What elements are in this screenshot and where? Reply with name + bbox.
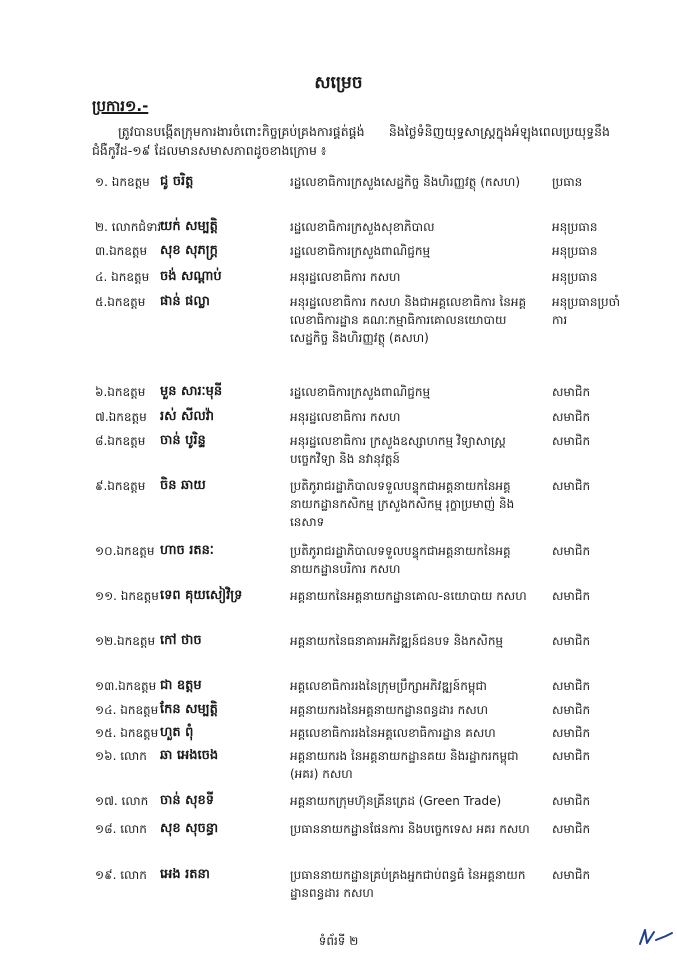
member-role: សមាជិក — [552, 794, 591, 808]
member-number: ១០.ឯកឧត្តម — [95, 544, 155, 558]
member-number: ១៧. លោក — [95, 794, 149, 808]
member-position: អគ្គលេខាធិការរងនៃអគ្គលេខាធិការដ្ឋាន គសហ — [290, 726, 496, 740]
member-position: ប្រតិភូរាជរដ្ឋាភិបាលទទួលបន្ទុកជាអគ្គនាយកនៃអគ្គនាយកដ្ឋានកសិកម្ម ក្រសួងកសិកម្ម រុក្ខាប្រមាញ់ និងនេសាទ — [290, 479, 515, 529]
member-number: ៧.ឯកឧត្តម — [95, 410, 147, 424]
member-number: ១១. ឯកឧត្តម — [95, 589, 159, 603]
member-number: ១. ឯកឧត្តម — [95, 175, 150, 189]
member-name: ជា ឧត្ដម — [160, 678, 202, 693]
member-role: សមាជិក — [552, 822, 591, 836]
member-number: ១៤. ឯកឧត្តម — [95, 703, 159, 717]
member-name: ជូ ចរិត្ត — [160, 174, 194, 189]
member-role: សមាជិក — [552, 544, 591, 558]
member-role: សមាជិក — [552, 703, 591, 717]
member-number: ៨.ឯកឧត្តម — [95, 434, 146, 448]
member-role: សមាជិក — [552, 634, 591, 648]
member-position: អគ្គនាយកនៃអគ្គនាយកដ្ឋានគោល-នយោបាយ កសហ — [290, 589, 527, 603]
member-number: ៩.ឯកឧត្តម — [95, 479, 146, 493]
member-position: អនុរដ្ឋលេខាធិការ កសហ — [290, 410, 401, 424]
member-role: សមាជិក — [552, 749, 591, 763]
member-number: ២. លោកជំទាវ — [95, 220, 162, 234]
member-number: ១៦. លោក — [95, 749, 147, 763]
member-number: ១៣.ឯកឧត្តម — [95, 679, 157, 693]
member-name: កៅ ថាច — [160, 633, 202, 648]
member-position: អនុរដ្ឋលេខាធិការ កសហ — [290, 270, 401, 284]
member-position: រដ្ឋលេខាធិការក្រសួងសុខាភិបាល — [290, 220, 435, 234]
member-position: រដ្ឋលេខាធិការក្រសួងពាណិជ្ជកម្ម — [290, 385, 431, 399]
member-name: សុខ សុភក្ត្រ — [160, 243, 218, 258]
member-position: រដ្ឋលេខាធិការក្រសួងសេដ្ឋកិច្ច និងហិរញ្ញវត្ថុ (កសហ) — [290, 175, 521, 189]
member-number: ១៥. ឯកឧត្តម — [95, 726, 159, 740]
member-position: អគ្គលេខាធិការរងនៃក្រុមប្រឹក្សាអភិវឌ្ឍន៍កម្ពុជា — [290, 679, 487, 693]
member-role: សមាជិក — [552, 679, 591, 693]
member-role: អនុប្រធាន — [552, 220, 598, 234]
member-name: ទេព គុយសៀវិទ្រ — [160, 588, 243, 603]
intro-paragraph: ត្រូវបានបង្កើតក្រុមការងារចំពោះកិច្ចគ្រប់គ្រងការផ្គត់ផ្គង់ និងថ្លៃទំនិញយុទ្ធសាស្ត្រក្នុងអំឡុងពេលប្រយុទ្ធនឹងជំងឺកូវីដ-១៩ ដែលមានសមាសភាពដូចខាងក្រោម ៖ — [92, 124, 610, 158]
member-role: អនុប្រធាន — [552, 244, 598, 258]
decision-title: សម្រេច — [314, 73, 363, 93]
member-name: ផាន់ ផល្លា — [160, 294, 210, 309]
member-number: ១២.ឯកឧត្តម — [95, 634, 156, 648]
member-position: អគ្គនាយកក្រុមហ៊ុនគ្រីនត្រេដ (Green Trade) — [290, 794, 502, 808]
member-position: ប្រធាននាយកដ្ឋានគ្រប់គ្រងអ្នកជាប់ពន្ធធំ នៃអគ្គនាយកដ្ឋានពន្ធដារ កសហ — [290, 868, 526, 900]
member-position: រដ្ឋលេខាធិការក្រសួងពាណិជ្ជកម្ម — [290, 244, 431, 258]
member-name: ហាច រតនៈ — [160, 543, 214, 558]
member-name: រស់ សីលវ៉ា — [160, 409, 215, 424]
member-name: ចាន់ សុខទី — [160, 793, 215, 808]
article-label: ប្រការ១.- — [92, 97, 149, 115]
member-role: សមាជិក — [552, 726, 591, 740]
member-name: កែន សម្បត្តិ — [160, 702, 218, 717]
member-name: យក់ សម្បត្តិ — [160, 219, 218, 234]
member-role: សមាជិក — [552, 434, 591, 448]
member-number: ៥.ឯកឧត្តម — [95, 295, 146, 309]
member-position: អនុរដ្ឋលេខាធិការ ក្រសួងឧស្សាហកម្ម វិទ្យាសាស្ត្រ បច្ចេកវិទ្យា និង នវានុវត្តន៍ — [290, 434, 506, 466]
member-role: ប្រធាន — [552, 175, 583, 189]
member-position: អនុរដ្ឋលេខាធិការ កសហ និងជាអគ្គលេខាធិការ នៃអគ្គលេខាធិការដ្ឋាន គណៈកម្មាធិការគោលនយោបាយសេដ្ឋកិច្ច និងហិរញ្ញវត្ថុ (គសហ) — [290, 295, 527, 345]
member-position: ប្រតិភូរាជរដ្ឋាភិបាលទទួលបន្ទុកជាអគ្គនាយកនៃអគ្គនាយកដ្ឋានបរិការ កសហ — [290, 544, 511, 576]
member-name: ឆា អេងចេង — [160, 748, 219, 763]
member-position: អគ្គនាយកនៃធនាគារអភិវឌ្ឍន៍ជនបទ និងកសិកម្ម — [290, 634, 504, 648]
member-name: ចង់ សណ្ដាប់ — [160, 269, 222, 284]
member-role: សមាជិក — [552, 868, 591, 882]
member-name: ចិន ឆាយ — [160, 478, 206, 493]
page-number: ទំព័រទី ២ — [318, 934, 359, 948]
member-role: សមាជិក — [552, 589, 591, 603]
member-name: ចាន់ បូរិន្ទ — [160, 433, 206, 448]
member-number: ៣.ឯកឧត្តម — [95, 244, 148, 258]
member-number: ១៩. លោក — [95, 868, 147, 882]
member-position: អគ្គនាយករង នៃអគ្គនាយកដ្ឋានគយ និងរដ្ឋាករកម្ពុជា (អគរ) កសហ — [290, 749, 519, 781]
member-position: អគ្គនាយករងនៃអគ្គនាយកដ្ឋានពន្ធដារ កសហ — [290, 703, 489, 717]
member-role: សមាជិក — [552, 385, 591, 399]
member-name: អេង រតនា — [160, 867, 210, 882]
member-role: អនុប្រធានប្រចាំការ — [552, 295, 621, 327]
member-role: សមាជិក — [552, 479, 591, 493]
member-number: ១៨. លោក — [95, 822, 147, 836]
member-role: សមាជិក — [552, 410, 591, 424]
member-name: សុខ សុចន្ធា — [160, 821, 219, 836]
member-number: ៤. ឯកឧត្តម — [95, 270, 150, 284]
member-name: មួន សារៈមុនី — [160, 384, 223, 399]
member-position: ប្រធាននាយកដ្ឋានផែនការ និងបច្ចេកទេស អគរ កសហ — [290, 822, 530, 836]
member-name: ហួត ពុំ — [160, 725, 194, 740]
initials-signature-mark — [636, 924, 676, 950]
member-role: អនុប្រធាន — [552, 270, 598, 284]
member-number: ៦.ឯកឧត្តម — [95, 385, 146, 399]
